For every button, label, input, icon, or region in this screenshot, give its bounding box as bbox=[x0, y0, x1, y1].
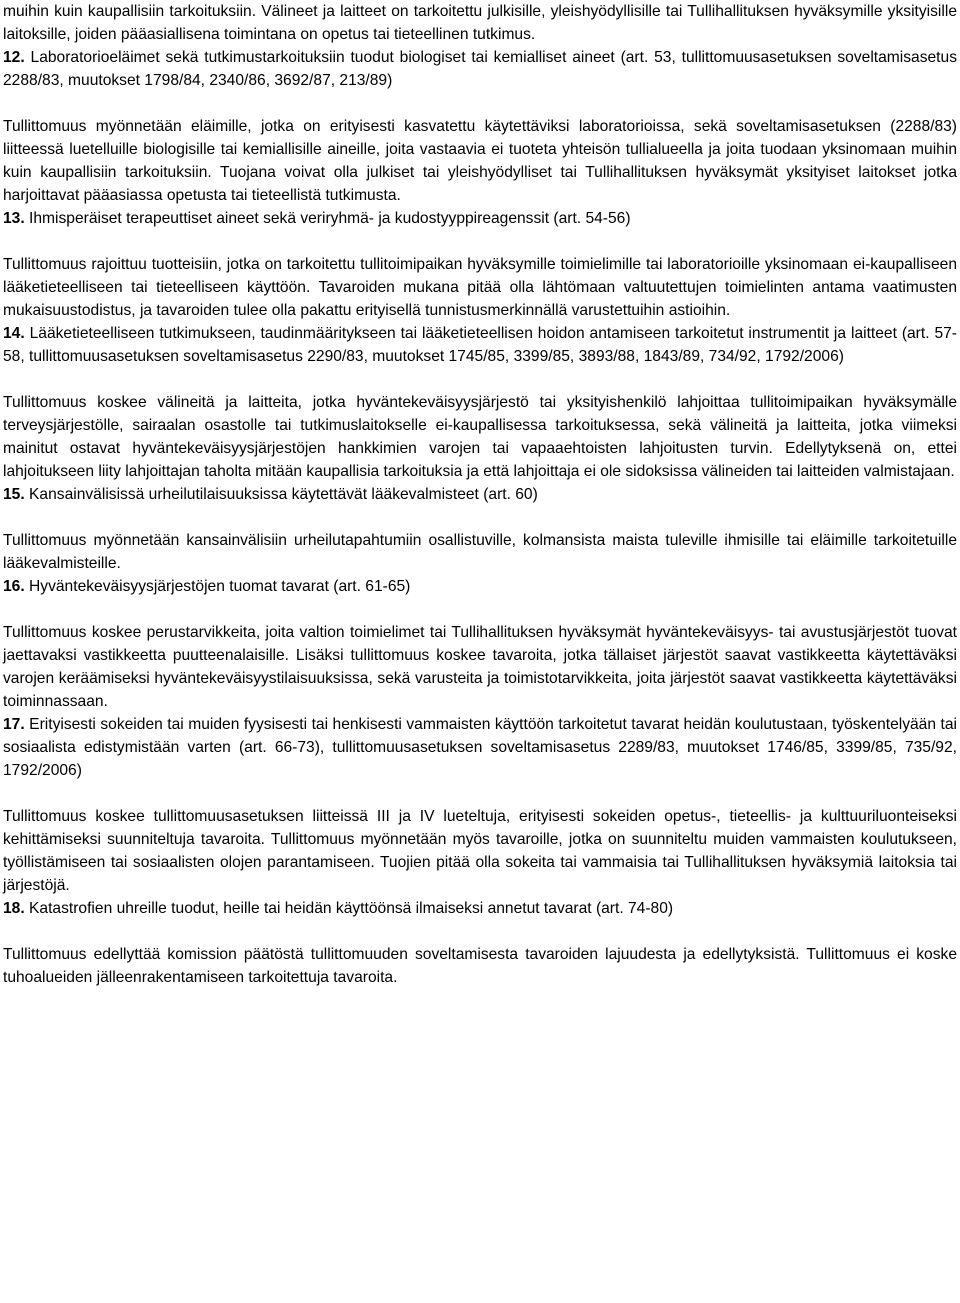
section-18 bbox=[3, 897, 957, 989]
section-heading bbox=[3, 483, 957, 506]
section-heading bbox=[3, 713, 957, 782]
section-14 bbox=[3, 322, 957, 483]
section-number: 14. bbox=[3, 325, 25, 342]
section-body: Tullittomuus koskee välineitä ja laitteita, jotka hyväntekeväisyysjärjestö tai yksityishenkilö lahjoittaa tullitoimipaikan hyväksymälle terveysjärjestölle, sairaalan osastolle tai tutkimuslaitokselle ei-kaupallisessa tarkoituksessa, sekä välineitä ja laitteita, jotka viimeksi mainitut ostavat hyväntekeväisyysjärjestöjen hankkimien varojen tai vapaaehtoisten lahjoitusten turvin. Edellytyksenä on, ettei lahjoitukseen liity lahjoittajan taholta mitään kaupallisia tarkoituksia ja että lahjoittaja ei ole sidoksissa välineiden tai laitteiden valmistajaan. bbox=[3, 394, 957, 480]
section-15 bbox=[3, 483, 957, 575]
section-body: Tullittomuus edellyttää komission päätöstä tullittomuuden soveltamisesta tavaroiden lajuudesta ja edellytyksistä. Tullittomuus ei koske tuhoalueiden jälleenrakentamiseen tarkoitettuja tavaroita. bbox=[3, 946, 957, 986]
section-title: Hyväntekeväisyysjärjestöjen tuomat tavarat (art. 61-65) bbox=[29, 578, 411, 595]
section-number: 12. bbox=[3, 49, 25, 66]
section-heading bbox=[3, 207, 957, 230]
section-17 bbox=[3, 713, 957, 897]
section-body: Tullittomuus koskee tullittomuusasetuksen liitteissä III ja IV lueteltuja, erityisesti sokeiden opetus-, tieteellis- ja kulttuuriluonteiseksi kehittämiseksi suunniteltuja tavaroita. Tullittomuus myönnetään myös tavaroille, jotka on suunniteltu muiden vammaisten koulutukseen, työllistämiseen tai sosiaalisten olojen parantamiseen. Tuojien pitää olla sokeita tai vammaisia tai Tullihallituksen hyväksymiä laitoksia tai järjestöjä. bbox=[3, 808, 957, 894]
section-heading bbox=[3, 46, 957, 92]
section-body: Tullittomuus rajoittuu tuotteisiin, jotka on tarkoitettu tullitoimipaikan hyväksymille toimielimille tai laboratorioille yksinomaan ei-kaupalliseen lääketieteelliseen tai tieteelliseen käyttöön. Tavaroiden mukana pitää olla lähtömaan valtuutettujen toimielinten antama vaatimusten mukaisuustodistus, ja tavaroiden tulee olla pakattu erityisellä tunnistusmerkinnällä varustettuihin astioihin. bbox=[3, 256, 957, 319]
section-body: Tullittomuus myönnetään eläimille, jotka on erityisesti kasvatettu käytettäviksi laboratorioissa, sekä soveltamisasetuksen (2288/83) liitteessä luetelluille biologisille tai kemiallisille aineille, joita vastaavia ei tuoteta yhteisön tullialueella ja joita tuodaan yksinomaan muihin kuin kaupallisiin tarkoituksiin. Tuojana voivat olla julkiset tai yleishyödylliset tai Tullihallituksen hyväksymät yksityiset laitokset jotka harjoittavat pääasiassa opetusta tai tieteellistä tutkimusta. bbox=[3, 118, 957, 204]
section-heading bbox=[3, 575, 957, 598]
section-body: Tullittomuus koskee perustarvikkeita, joita valtion toimielimet tai Tullihallituksen hyväksymät hyväntekeväisyys- tai avustusjärjestöt tuovat jaettavaksi vastikkeetta puutteenalaisille. Lisäksi tullittomuus koskee tavaroita, jotka tällaiset järjestöt saavat vastikkeetta käytettäväksi varojen keräämiseksi hyväntekeväisyystilaisuuksissa, sekä varusteita ja toimistotarvikkeita, joita järjestöt saavat vastikkeetta käytettäväksi toiminnassaan. bbox=[3, 624, 957, 710]
section-number: 16. bbox=[3, 578, 25, 595]
section-16 bbox=[3, 575, 957, 713]
section-13 bbox=[3, 207, 957, 322]
section-title: Kansainvälisissä urheilutilaisuuksissa käytettävät lääkevalmisteet (art. 60) bbox=[29, 486, 538, 503]
section-12 bbox=[3, 46, 957, 207]
section-number: 15. bbox=[3, 486, 25, 503]
section-number: 17. bbox=[3, 716, 25, 733]
section-body: Tullittomuus myönnetään kansainvälisiin urheilutapahtumiin osallistuville, kolmansista maista tuleville ihmisille tai eläimille tarkoitetuille lääkevalmisteille. bbox=[3, 532, 957, 572]
section-title: Lääketieteelliseen tutkimukseen, taudinmääritykseen tai lääketieteellisen hoidon antamiseen tarkoitetut instrumentit ja laitteet (art. 57-58, tullittomuusasetuksen soveltamisasetus 2290/83, muutokset 1745/85, 3399/85, 3893/88, 1843/89, 734/92, 1792/2006) bbox=[3, 325, 957, 365]
section-title: Katastrofien uhreille tuodut, heille tai heidän käyttöönsä ilmaiseksi annetut tavarat (art. 74-80) bbox=[29, 900, 674, 917]
section-title: Laboratorioeläimet sekä tutkimustarkoituksiin tuodut biologiset tai kemialliset aineet (art. 53, tullittomuusasetuksen soveltamisasetus 2288/83, muutokset 1798/84, 2340/86, 3692/87, 213/89) bbox=[3, 49, 957, 89]
section-title: Ihmisperäiset terapeuttiset aineet sekä veriryhmä- ja kudostyyppireagenssit (art. 54-56) bbox=[29, 210, 631, 227]
section-heading bbox=[3, 897, 957, 920]
section-number: 18. bbox=[3, 900, 25, 917]
section-heading bbox=[3, 322, 957, 368]
section-title: Erityisesti sokeiden tai muiden fyysisesti tai henkisesti vammaisten käyttöön tarkoitetut tavarat heidän koulutustaan, työskentelyään tai sosiaalista edistymistään varten (art. 66-73), tullittomuusasetuksen soveltamisasetus 2289/83, muutokset 1746/85, 3399/85, 735/92, 1792/2006) bbox=[3, 716, 957, 779]
section-number: 13. bbox=[3, 210, 25, 227]
intro-paragraph: muihin kuin kaupallisiin tarkoituksiin. Välineet ja laitteet on tarkoitettu julkisille, yleishyödyllisille tai Tullihallituksen hyväksymille yksityisille laitoksille, joiden pääasiallisena toimintana on opetus tai tieteellinen tutkimus. bbox=[3, 3, 957, 43]
